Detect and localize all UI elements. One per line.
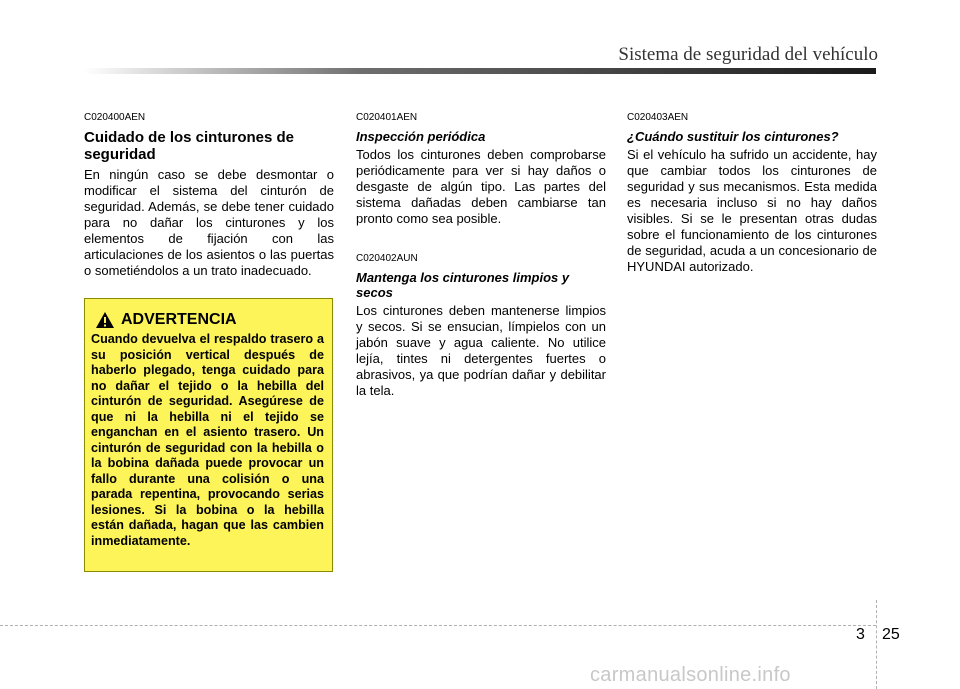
footer-dashed-divider [876,600,877,689]
section-code: C020400AEN [84,112,146,123]
warning-triangle-icon [95,311,115,329]
section-body: Los cinturones deben mantenerse limpios y secos. Si se ensucian, límpielos con un jabón suave y agua caliente. No utilice lejía, tintes ni detergentes fuertes o abrasivos, ya que podrían dañar y debilitar la tela. [356,303,606,398]
column-1 [84,112,334,279]
warning-text: Cuando devuelva el respaldo trasero a su posición vertical después de haberlo plegado, tenga cuidado para no dañar el tejido o la hebilla del cinturón de seguridad. Asegúrese de que ni la hebilla ni el tejido se enganchan en el asiento trasero. Un cinturón de seguridad con la hebilla o la bobina dañada puede provocar un fallo durante una colisión o una parada repentina, provocando serias lesiones. Si la bobina o la hebilla están dañada, hagan que las cambien inmediatamente. [91,332,324,548]
warning-title: ADVERTENCIA [121,311,237,328]
section-body: En ningún caso se debe desmontar o modificar el sistema del cinturón de seguridad. Además, se debe tener cuidado para no dañar los cinturones y los elementos de fijación con las articulaciones de los asientos o las puertas o sometiéndolos a un trato inadecuado. [84,167,334,278]
section-body: Todos los cinturones deben comprobarse periódicamente para ver si hay daños o desgaste de algún tipo. Las partes del sistema dañadas deben cambiarse tan pronto como sea posible. [356,147,606,226]
header-rule [84,68,876,74]
column-2 [356,112,606,399]
page-number: 25 [882,626,900,643]
footer-dashed-rule [0,625,876,626]
section-heading: ¿Cuándo sustituir los cinturones? [627,129,839,144]
section-number: 3 [856,626,865,643]
section-gap [356,227,606,253]
section-heading: Inspección periódica [356,129,486,144]
warning-box [84,298,333,572]
section-code: C020403AEN [627,112,689,123]
section-code: C020401AEN [356,112,418,123]
column-3 [627,112,877,275]
section-heading: Mantenga los cinturones limpios y secos [356,270,570,300]
section-body: Si el vehículo ha sufrido un accidente, hay que cambiar todos los cinturones de seguridad y sus mecanismos. Esta medida es necesaria incluso si no hay daños visibles. Si se le presentan otras dudas sobre el funcionamiento de los cinturones de seguridad, acuda a un concesionario de HYUNDAI autorizado. [627,147,877,274]
watermark: carmanualsonline.info [590,664,791,686]
warning-title-row [95,311,324,329]
section-code: C020402AUN [356,253,418,264]
page-header-title: Sistema de seguridad del vehículo [618,44,878,65]
section-heading: Cuidado de los cinturones de seguridad [84,129,295,163]
